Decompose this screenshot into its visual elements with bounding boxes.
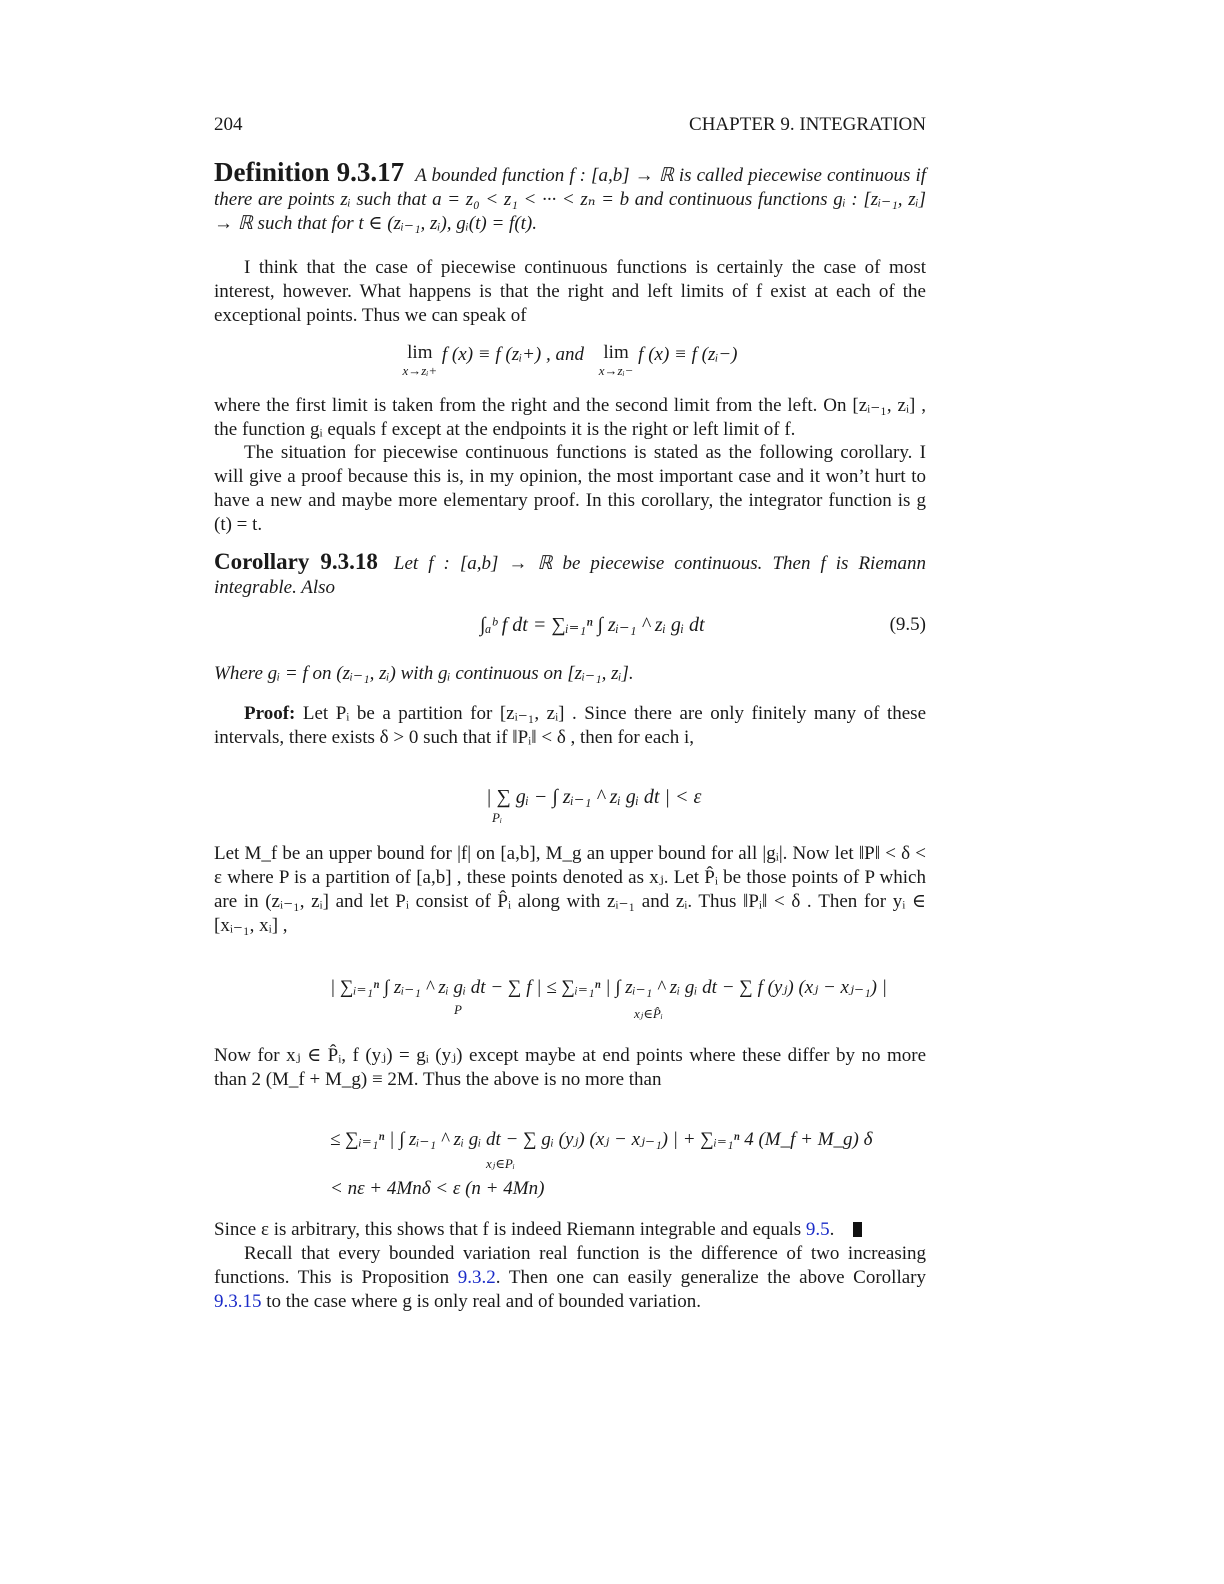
proof-conclusion: Since ε is arbitrary, this shows that f is indeed Riemann integrable and equals 9.5.	[214, 1218, 926, 1242]
qed-square-icon	[853, 1222, 862, 1237]
chapter-title: CHAPTER 9. INTEGRATION	[689, 114, 926, 135]
equation-limits: lim x→zᵢ+ f (x) ≡ f (zᵢ+) , and lim x→zᵢ− f (x) ≡ f (zᵢ−)	[402, 342, 738, 378]
equation-sum-estimate: | ∑ᵢ₌₁ⁿ ∫ zᵢ₋₁ ^ zᵢ gᵢ dt − ∑ f | ≤ ∑ᵢ₌₁ⁿ | ∫ zᵢ₋₁ ^ zᵢ gᵢ dt − ∑ f (yⱼ) (xⱼ − xⱼ₋₁) |	[330, 977, 887, 998]
corollary-after: Where gᵢ = f on (zᵢ₋₁, zᵢ) with gᵢ continuous on [zᵢ₋₁, zᵢ].	[214, 663, 634, 684]
paragraph-intro: I think that the case of piecewise continuous functions is certainly the case of most interest, however. What happens is that the right and left limits of f exist at each of the exceptional points. Thus we can speak of	[214, 257, 926, 326]
equation-sum-estimate-sub1: P	[454, 1002, 462, 1017]
equation-bound-line-1-sub: xⱼ∈Pᵢ	[486, 1156, 515, 1171]
equation-number: (9.5)	[889, 614, 926, 635]
ref-corollary-9-3-15[interactable]: 9.3.15	[214, 1291, 262, 1312]
proof-paragraph-1: Proof: Let Pᵢ be a partition for [zᵢ₋₁, zᵢ] . Since there are only finitely many of these intervals, there exists δ > 0 such that if ‖Pᵢ‖ < δ , then for each i,	[214, 703, 926, 748]
ref-proposition-9-3-2[interactable]: 9.3.2	[457, 1267, 496, 1288]
equation-partition-bound-sub: Pᵢ	[492, 810, 502, 825]
equation-sum-estimate-sub2: xⱼ∈P̂ᵢ	[634, 1006, 663, 1021]
proof-paragraph-3: Now for xⱼ ∈ P̂ᵢ, f (yⱼ) = gᵢ (yⱼ) except maybe at end points where these differ by no more than 2 (M_f + M_g) ≡ 2M. Thus the above is no more than	[214, 1045, 926, 1090]
proof-paragraph-2: Let M_f be an upper bound for |f| on [a,b], M_g an upper bound for all |gᵢ|. Now let ‖P‖ < δ < ε where P is a partition of [a,b] , these points denoted as xⱼ. Let P̂ᵢ be those points of P which are in (zᵢ₋₁, zᵢ] and let Pᵢ consist of P̂ᵢ along with zᵢ₋₁ and zᵢ. Thus ‖Pᵢ‖ < δ . Then for yᵢ ∈ [xᵢ₋₁, xᵢ] ,	[214, 843, 926, 936]
proof-label: Proof:	[244, 703, 296, 724]
limit-left: lim x→zᵢ−	[598, 342, 634, 378]
equation-bound-line-1: ≤ ∑ᵢ₌₁ⁿ | ∫ zᵢ₋₁ ^ zᵢ gᵢ dt − ∑ gᵢ (yⱼ) (xⱼ − xⱼ₋₁) | + ∑ᵢ₌₁ⁿ 4 (M_f + M_g) δ	[330, 1129, 873, 1150]
ref-equation-9-5[interactable]: 9.5	[805, 1219, 830, 1240]
definition-text: A bounded function f : [a,b] → ℝ is called piecewise continuous if there are points zᵢ such that a = z₀ < z₁ < ··· < zₙ = b and continuous functions gᵢ : [zᵢ₋₁, zᵢ] → ℝ such that for t ∈ (zᵢ₋₁, zᵢ), gᵢ(t) = f(t).	[214, 165, 926, 234]
corollary-block	[214, 550, 926, 600]
equation-partition-bound: | ∑ gᵢ − ∫ zᵢ₋₁ ^ zᵢ gᵢ dt | < ε	[486, 786, 702, 808]
paragraph-final: Recall that every bounded variation real function is the difference of two increasing functions. This is Proposition 9.3.2. Then one can easily generalize the above Corollary 9.3.15 to the case where g is only real and of bounded variation.	[214, 1243, 926, 1312]
definition-block	[214, 157, 926, 236]
corollary-label: Corollary 9.3.18	[214, 549, 378, 574]
definition-label: Definition 9.3.17	[214, 157, 405, 187]
limit-right: lim x→zᵢ+	[402, 342, 438, 378]
paragraph-limits-explained: where the first limit is taken from the right and the second limit from the left. On [zᵢ₋₁, zᵢ] , the function gᵢ equals f except at the endpoints it is the right or left limit of f.	[214, 395, 926, 440]
equation-bound-line-2: < nε + 4Mnδ < ε (n + 4Mn)	[330, 1178, 545, 1199]
equation-9-5: ∫ₐᵇ f dt = ∑ᵢ₌₁ⁿ ∫ zᵢ₋₁ ^ zᵢ gᵢ dt	[480, 614, 705, 636]
paragraph-situation: The situation for piecewise continuous functions is stated as the following corollary. I will give a proof because this is, in my opinion, the most important case and it won’t hurt to have a new and maybe more elementary proof. In this corollary, the integrator function is g (t) = t.	[214, 442, 926, 535]
page-number: 204	[214, 114, 243, 135]
corollary-text: Let f : [a,b] → ℝ be piecewise continuous. Then f is Riemann integrable. Also	[214, 553, 926, 598]
